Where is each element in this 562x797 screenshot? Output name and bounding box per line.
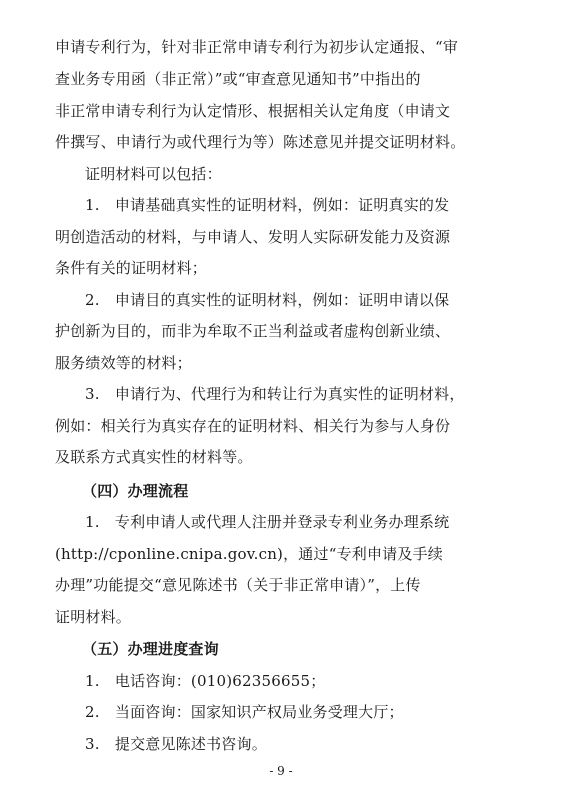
list-item-line: 办理”功能提交“意见陈述书（关于非正常申请）”，上传 <box>55 576 421 594</box>
page-number: - 9 - <box>269 764 293 778</box>
list-item-line: 例如：相关行为真实存在的证明材料、相关行为参与人身份 <box>55 417 451 435</box>
list-item-line: 证明材料。 <box>55 608 132 626</box>
list-item-line: 2. 申请目的真实性的证明材料，例如：证明申请以保 <box>85 291 450 309</box>
list-item-line: 1. 专利申请人或代理人注册并登录专利业务办理系统 <box>85 513 450 531</box>
list-item-line: 2. 当面咨询：国家知识产权局业务受理大厅； <box>85 703 404 721</box>
paragraph-line: 查业务专用函（非正常）”或“审查意见通知书”中指出的 <box>55 70 421 88</box>
list-item-line: 条件有关的证明材料； <box>55 259 208 277</box>
section-heading: （四）办理流程 <box>82 482 189 500</box>
list-item-line: 3. 提交意见陈述书咨询。 <box>85 735 267 753</box>
list-item-line: 及联系方式真实性的材料等。 <box>55 448 253 466</box>
paragraph-line: 申请专利行为，针对非正常申请专利行为初步认定通报、“审 <box>55 38 459 56</box>
paragraph-line: 件撰写、申请行为或代理行为等）陈述意见并提交证明材料。 <box>55 133 466 151</box>
list-item-line: 护创新为目的，而非为牟取不正当利益或者虚构创新业绩、 <box>55 322 451 340</box>
section-heading: （五）办理进度查询 <box>82 640 219 658</box>
list-item-line: 明创造活动的材料，与申请人、发明人实际研发能力及资源 <box>55 228 451 246</box>
list-item-line: 1. 电话咨询：(010)62356655； <box>85 672 326 690</box>
list-item-line: (http://cponline.cnipa.gov.cn)，通过“专利申请及手续 <box>55 545 443 563</box>
list-item-line: 1. 申请基础真实性的证明材料，例如：证明真实的发 <box>85 196 450 214</box>
paragraph-line: 非正常申请专利行为认定情形、根据相关认定角度（申请文 <box>55 102 451 120</box>
list-item-line: 服务绩效等的材料； <box>55 354 192 372</box>
paragraph-line: 证明材料可以包括： <box>85 165 222 183</box>
list-item-line: 3. 申请行为、代理行为和转让行为真实性的证明材料， <box>85 385 465 403</box>
